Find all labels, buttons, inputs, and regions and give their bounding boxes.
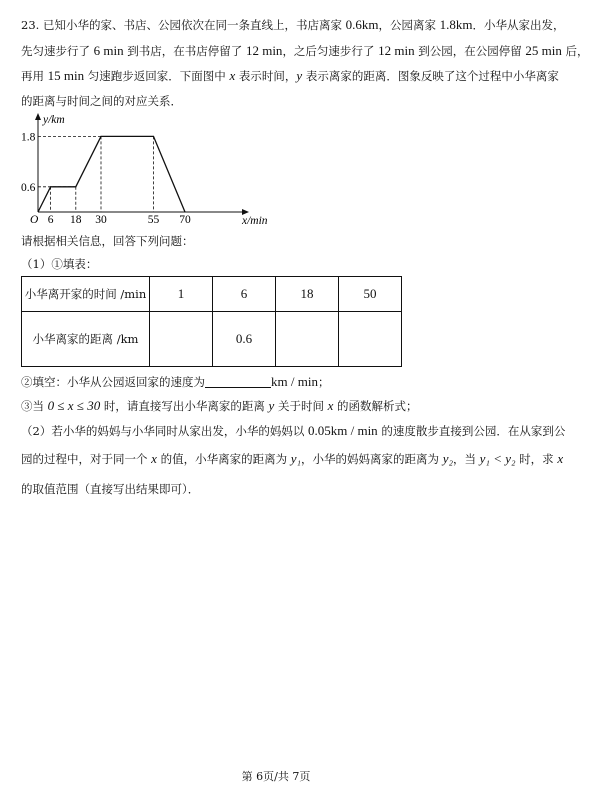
y-axis-arrow <box>35 113 41 120</box>
var-y1: y₁ <box>290 451 302 466</box>
text: 的值，小华离家的距离为 <box>156 452 291 466</box>
text: （2）若小华的妈妈与小华同时从家出发，小华的妈妈以 <box>21 424 308 438</box>
table-cell: 0.6 <box>213 312 276 367</box>
text: ，公园离家 <box>378 18 440 32</box>
var-y: y <box>296 68 303 83</box>
text: 表示离家的距离．图象反映了这个过程中小华离家 <box>302 69 559 83</box>
problem-line-2 <box>21 43 589 59</box>
fill-table <box>21 276 402 367</box>
speed-value: 0.05km / min <box>307 423 378 438</box>
text: 时，请直接写出小华离家的距离 <box>100 399 269 413</box>
text: 的函数解析式； <box>333 399 418 413</box>
time-value: 12 min <box>378 43 415 58</box>
x-tick-label: 30 <box>95 214 107 226</box>
table-header-distance: 小华离家的距离 /km <box>22 312 150 367</box>
var-x: x <box>151 451 157 466</box>
table-row-time <box>22 277 402 312</box>
x-tick-label: 6 <box>47 214 54 226</box>
part2-line-2 <box>21 451 563 467</box>
text: 表示时间， <box>235 69 297 83</box>
text: 后， <box>561 44 589 58</box>
text: 再用 <box>21 69 48 83</box>
text: 匀速跑步返回家．下面图中 <box>84 69 230 83</box>
text: 23. 已知小华的家、书店、公园依次在同一条直线上，书店离家 <box>21 18 346 32</box>
text: 关于时间 <box>274 399 328 413</box>
part2-line-1 <box>21 423 565 439</box>
inequality: y₁ < y₂ <box>479 451 516 466</box>
text: ，小华的妈妈离家的距离为 <box>301 452 443 466</box>
text: ，之后匀速步行了 <box>282 44 379 58</box>
text: ②填空：小华从公园返回家的速度为 <box>21 375 205 389</box>
x-tick-label: 18 <box>70 214 82 226</box>
table-cell: 50 <box>339 277 402 312</box>
table-cell: 6 <box>213 277 276 312</box>
park-distance: 1.8km <box>439 17 473 32</box>
table-cell-answer[interactable] <box>276 312 339 367</box>
var-y: y <box>268 398 275 413</box>
x-tick-label: 55 <box>147 214 160 226</box>
table-cell: 18 <box>276 277 339 312</box>
page-footer: 第 6页/共 7页 <box>241 770 311 783</box>
text: ； <box>317 375 330 389</box>
distance-series-line <box>38 136 185 212</box>
text: ．小华从家出发， <box>472 18 565 32</box>
y-tick-label: 0.6 <box>21 181 36 194</box>
inequality: 0 ≤ x ≤ 30 <box>47 398 101 413</box>
part1-q3 <box>21 398 418 414</box>
data-line <box>38 136 185 212</box>
problem-line-3 <box>21 68 559 84</box>
instructions: 请根据相关信息，回答下列问题： <box>21 234 194 248</box>
text: ③当 <box>21 399 48 413</box>
time-value: 6 min <box>93 43 124 58</box>
x-tick-label: 70 <box>179 214 191 226</box>
var-x: x <box>557 451 564 466</box>
time-value: 25 min <box>525 43 562 58</box>
part1-q2 <box>21 374 329 390</box>
problem-line-1 <box>21 17 565 33</box>
table-row-distance <box>22 312 402 367</box>
answer-blank[interactable] <box>205 375 271 388</box>
text: ，当 <box>453 452 480 466</box>
axis-labels <box>21 114 268 227</box>
x-axis-label: x/min <box>242 215 268 227</box>
text: 园的过程中，对于同一个 <box>21 452 152 466</box>
time-value: 12 min <box>245 43 283 58</box>
table-cell-answer[interactable] <box>339 312 402 367</box>
y-tick-label: 1.8 <box>21 131 36 144</box>
axes <box>35 113 249 215</box>
time-value: 15 min <box>47 68 85 83</box>
var-x: x <box>229 68 236 83</box>
part1-intro: （1）①填表： <box>21 257 98 271</box>
part2-line-3: 的取值范围（直接写出结果即可）． <box>21 482 200 496</box>
text: 先匀速步行了 <box>21 44 94 58</box>
text: 时，求 <box>515 452 558 466</box>
origin-label: O <box>30 214 39 226</box>
bookstore-distance: 0.6km <box>345 17 379 32</box>
text: 到书店，在书店停留了 <box>123 44 246 58</box>
text: 到公园，在公园停留 <box>414 44 526 58</box>
var-y2: y₂ <box>442 451 453 466</box>
table-cell-answer[interactable] <box>150 312 213 367</box>
y-axis-label: y/km <box>43 114 65 126</box>
unit: km / min <box>271 374 318 389</box>
problem-line-4: 的距离与时间之间的对应关系． <box>21 94 182 108</box>
var-x: x <box>327 398 334 413</box>
distance-time-graph <box>20 112 280 227</box>
table-cell: 1 <box>150 277 213 312</box>
table-header-time: 小华离开家的时间 /min <box>22 277 150 312</box>
text: 的速度散步直接到公园．在从家到公 <box>377 424 566 438</box>
